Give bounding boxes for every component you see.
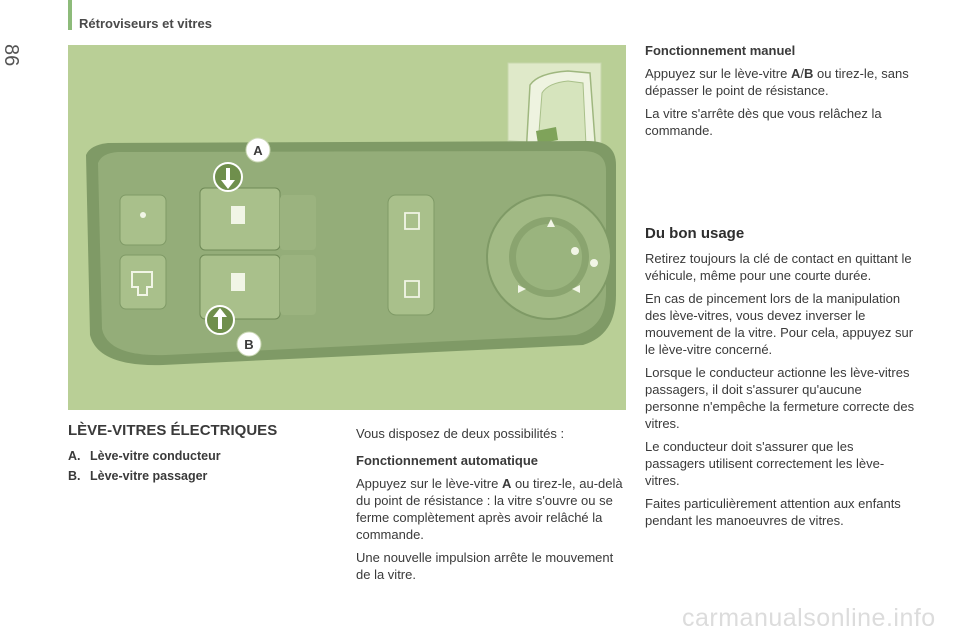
figure-legend: [68, 446, 221, 486]
svg-text:B: B: [244, 337, 254, 352]
label-a-badge: [246, 138, 270, 162]
automatic-paragraph-2: Une nouvelle impulsion arrête le mouvement de la vitre.: [356, 550, 614, 582]
manual-paragraph-2: La vitre s'arrête dès que vous relâchez la commande.: [645, 106, 882, 138]
good-usage-heading: Du bon usage: [645, 225, 745, 242]
intro-text: Vous disposez de deux possibilités :: [356, 426, 565, 441]
arrow-up-icon: [206, 306, 234, 334]
window-switch-illustration: [68, 45, 626, 410]
arrow-down-icon: [214, 163, 242, 191]
page-number: 86: [0, 44, 22, 67]
usage-paragraph-2: En cas de pincement lors de la manipulation des lève-vitres, vous devez inverser le mouvement de la vitre. Pour cela, appuyez sur le lève-vitre concerné.: [645, 291, 914, 357]
section-title: LÈVE-VITRES ÉLECTRIQUES: [68, 422, 278, 439]
manual-paragraph-1: Appuyez sur le lève-vitre A/B ou tirez-le, sans dépasser le point de résistance.: [645, 66, 909, 98]
usage-paragraph-5: Faites particulièrement attention aux enfants pendant les manoeuvres de vitres.: [645, 496, 901, 528]
manual-operation-column: [645, 42, 917, 145]
label-b-badge: [237, 332, 261, 356]
usage-paragraph-4: Le conducteur doit s'assurer que les passagers utilisent correctement les lève-vitres.: [645, 439, 885, 488]
usage-paragraph-3: Lorsque le conducteur actionne les lève-vitres passagers, il doit s'assurer qu'aucune personne n'empêche la fermeture correcte des vitres.: [645, 365, 915, 431]
manual-heading: Fonctionnement manuel: [645, 43, 796, 58]
automatic-paragraph-1: Appuyez sur le lève-vitre A ou tirez-le, au-delà du point de résistance : la vitre s'ouvre ou se ferme complètement après avoir relâché la commande.: [356, 476, 623, 542]
control-panel: [86, 141, 616, 365]
automatic-heading: Fonctionnement automatique: [356, 453, 538, 468]
section-header: Rétroviseurs et vitres: [79, 16, 212, 31]
watermark: carmanualsonline.info: [682, 604, 936, 632]
legend-item-b: B. Lève-vitre passager: [68, 469, 208, 483]
usage-paragraph-1: Retirez toujours la clé de contact en quittant le véhicule, même pour une courte durée.: [645, 251, 912, 283]
svg-text:A: A: [253, 143, 263, 158]
header-accent-bar: [68, 0, 72, 30]
automatic-operation-column: [356, 425, 628, 589]
legend-item-a: A. Lève-vitre conducteur: [68, 449, 221, 463]
good-usage-column: [645, 225, 917, 535]
